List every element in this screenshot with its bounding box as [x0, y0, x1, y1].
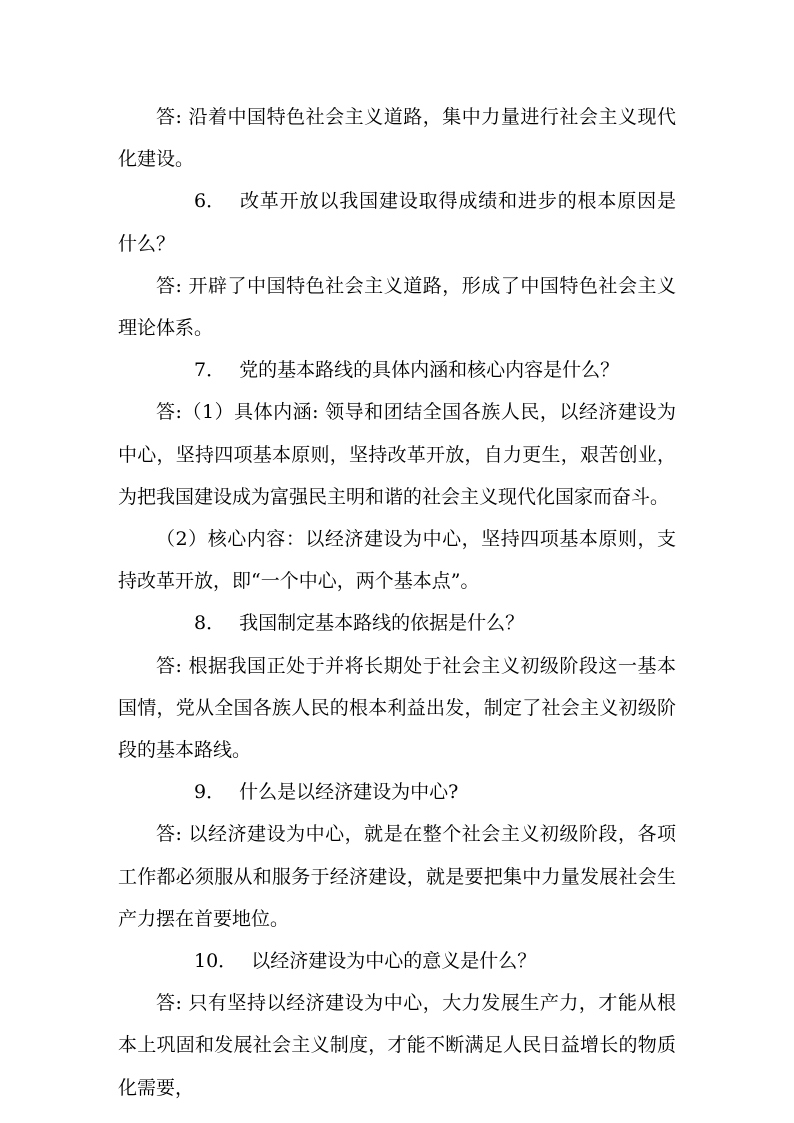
answer-6: 答: 开辟了中国特色社会主义道路，形成了中国特色社会主义理论体系。: [118, 274, 676, 340]
question-text: 以经济建设为中心的意义是什么？: [251, 950, 537, 973]
question-text: 什么是以经济建设为中心?: [239, 781, 459, 804]
question-7: [118, 349, 676, 391]
answer-9: 答: 以经济建设为中心，就是在整个社会主义初级阶段，各项工作都必须服从和服务于经济建设，就是要把集中力量发展社会生产力摆在首要地位。: [118, 823, 676, 930]
question-text: 党的基本路线的具体内涵和核心内容是什么？: [239, 359, 620, 382]
question-6: [118, 180, 676, 264]
answer-5: 答: 沿着中国特色社会主义道路，集中力量进行社会主义现代化建设。: [118, 106, 676, 171]
answer-7-part-1: 答:（1）具体内涵: 领导和团结全国各族人民，以经济建设为中心，坚持四项基本原则，坚持改革开放，自力更生，艰苦创业，为把我国建设成为富强民主明和谐的社会主义现代化国家而奋斗。: [118, 401, 676, 508]
answer-8: 答: 根据我国正处于并将长期处于社会主义初级阶段这一基本国情，党从全国各族人民的根本利益出发，制定了社会主义初级阶段的基本路线。: [118, 654, 676, 762]
answer-10: 答: 只有坚持以经济建设为中心，大力发展生产力，才能从根本上巩固和发展社会主义制度，才能不断满足人民日益增长的物质化需要，: [118, 992, 676, 1099]
answer-7-part-2: （2）核心内容：以经济建设为中心，坚持四项基本原则，支持改革开放，即“一个中心，两个基本点”。: [118, 528, 676, 593]
question-9: [118, 771, 676, 813]
question-number: 9．: [194, 781, 226, 804]
question-8: [118, 602, 676, 644]
question-number: 10．: [194, 950, 238, 973]
question-number: 8．: [194, 612, 226, 635]
question-text: 我国制定基本路线的依据是什么？: [239, 612, 525, 635]
question-number: 6．: [194, 190, 226, 213]
question-10: [118, 940, 676, 982]
question-number: 7．: [194, 359, 226, 382]
question-text: 改革开放以我国建设取得成绩和进步的根本原因是什么？: [118, 190, 676, 255]
